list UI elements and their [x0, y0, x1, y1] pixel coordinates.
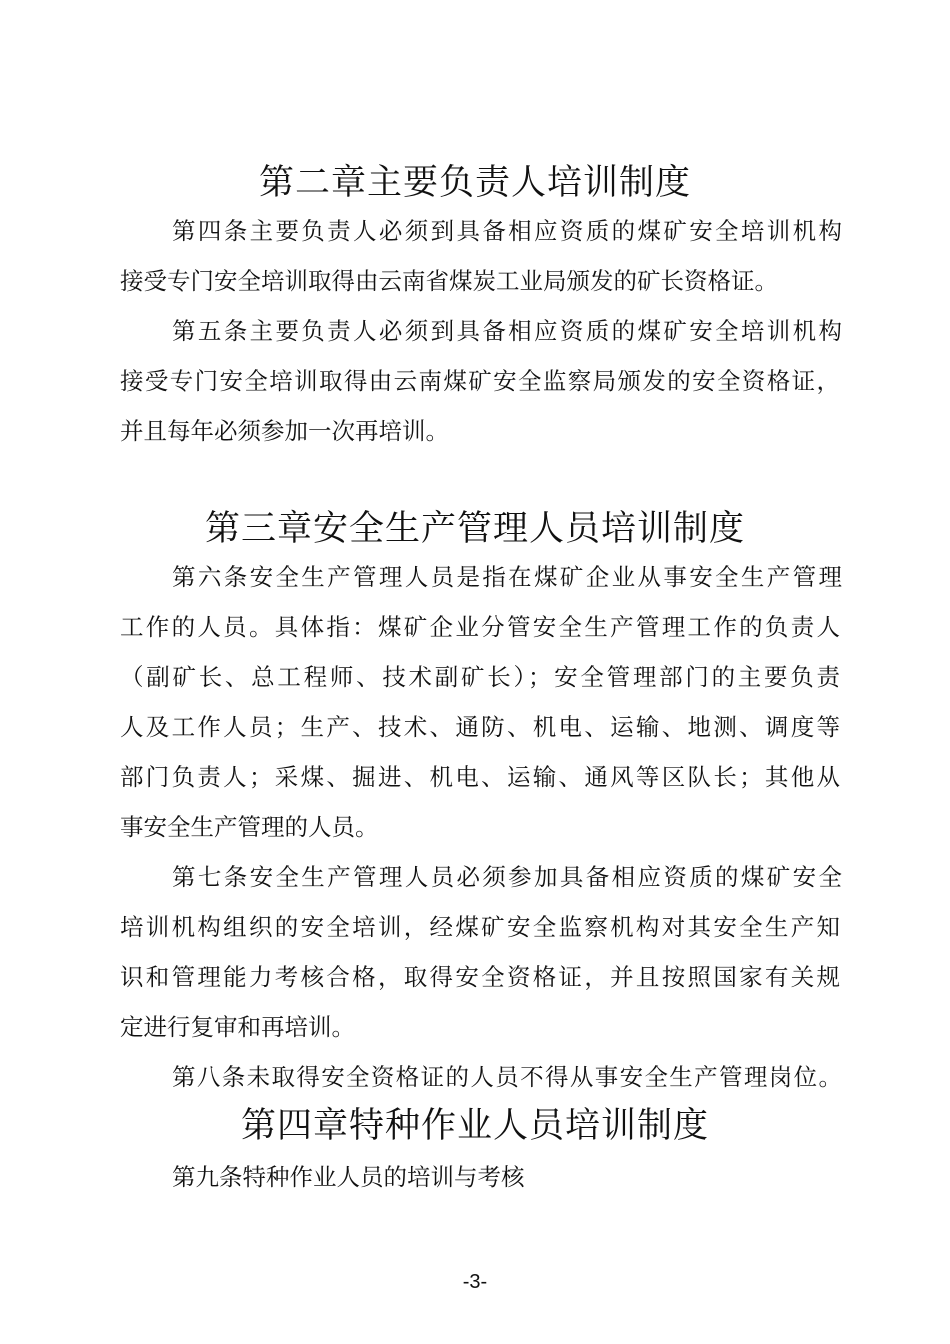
paragraph-line: 第六条安全生产管理人员是指在煤矿企业从事安全生产管理 — [172, 563, 842, 591]
paragraph-line: （副矿长、总工程师、技术副矿长）；安全管理部门的主要负责 — [120, 663, 840, 691]
chapter-2-title: 第二章主要负责人培训制度 — [258, 163, 691, 203]
paragraph-line: 工作的人员。具体指：煤矿企业分管安全生产管理工作的负责人 — [120, 613, 840, 641]
paragraph-line: 第八条未取得安全资格证的人员不得从事安全生产管理岗位。 — [172, 1063, 842, 1091]
paragraph-line: 接受专门安全培训取得由云南省煤炭工业局颁发的矿长资格证。 — [120, 267, 778, 295]
paragraph-line: 定进行复审和再培训。 — [120, 1013, 355, 1041]
page-number: -3- — [462, 1271, 488, 1293]
chapter-3-title: 第三章安全生产管理人员培训制度 — [204, 509, 745, 549]
paragraph-line: 部门负责人；采煤、掘进、机电、运输、通风等区队长；其他从 — [120, 763, 840, 791]
paragraph-line: 事安全生产管理的人员。 — [120, 813, 379, 841]
paragraph-line: 第七条安全生产管理人员必须参加具备相应资质的煤矿安全 — [172, 863, 842, 891]
paragraph-line: 第四条主要负责人必须到具备相应资质的煤矿安全培训机构 — [172, 217, 842, 245]
paragraph-line: 第五条主要负责人必须到具备相应资质的煤矿安全培训机构 — [172, 317, 842, 345]
paragraph-line: 识和管理能力考核合格，取得安全资格证，并且按照国家有关规 — [120, 963, 840, 991]
paragraph-line: 并且每年必须参加一次再培训。 — [120, 417, 449, 445]
paragraph-line: 人及工作人员；生产、技术、通防、机电、运输、地测、调度等 — [120, 713, 840, 741]
paragraph-line: 第九条特种作业人员的培训与考核 — [172, 1163, 525, 1191]
paragraph-line: 培训机构组织的安全培训，经煤矿安全监察机构对其安全生产知 — [120, 913, 840, 941]
chapter-4-title: 第四章特种作业人员培训制度 — [240, 1106, 709, 1146]
paragraph-line: 接受专门安全培训取得由云南煤矿安全监察局颁发的安全资格证， — [120, 367, 840, 395]
